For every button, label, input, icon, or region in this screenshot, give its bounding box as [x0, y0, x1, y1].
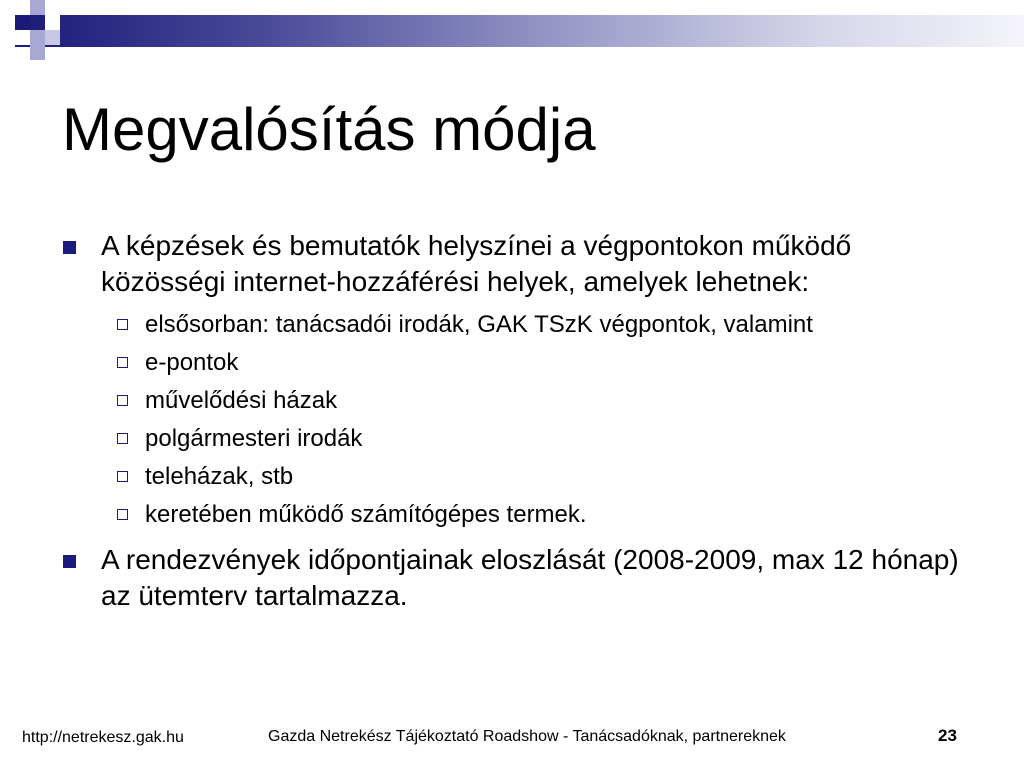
deco-square-white — [15, 30, 30, 45]
slide-title: Megvalósítás módja — [62, 96, 596, 163]
deco-square-light — [30, 30, 45, 45]
sub-bullet-list — [101, 306, 962, 534]
sub-bullet-text: elsősorban: tanácsadói irodák, GAK TSzK végpontok, valamint — [145, 311, 813, 338]
sub-bullet-item — [101, 344, 962, 382]
hollow-square-bullet-icon — [117, 471, 128, 482]
hollow-square-bullet-icon — [117, 319, 128, 330]
sub-bullet-text: teleházak, stb — [145, 463, 294, 490]
sub-bullet-text: keretében működő számítógépes termek. — [145, 501, 587, 528]
hollow-square-bullet-icon — [117, 433, 128, 444]
sub-bullet-item — [101, 306, 962, 344]
bullet-text: A képzések és bemutatók helyszínei a végpontokon működő közösségi internet-hozzáférési helyek, amelyek lehetnek: — [101, 230, 852, 297]
header-decoration — [0, 0, 1024, 70]
bullet-text: A rendezvények időpontjainak eloszlását (2008-2009, max 12 hónap) az ütemterv tartalmazza. — [101, 544, 959, 611]
deco-square-white — [0, 15, 15, 30]
bullet-list — [62, 228, 962, 622]
square-bullet-icon — [63, 241, 76, 254]
deco-square-light — [30, 0, 45, 15]
bullet-item — [62, 542, 962, 614]
sub-bullet-text: polgármesteri irodák — [145, 425, 363, 452]
sub-bullet-item — [101, 420, 962, 458]
footer-presentation-title: Gazda Netrekész Tájékoztató Roadshow - Tanácsadóknak, partnereknek — [268, 728, 786, 745]
deco-square-light — [45, 30, 60, 45]
square-bullet-icon — [63, 555, 76, 568]
hollow-square-bullet-icon — [117, 357, 128, 368]
hollow-square-bullet-icon — [117, 509, 128, 520]
bullet-item — [62, 228, 962, 534]
deco-square-light — [45, 15, 60, 30]
sub-bullet-item — [101, 496, 962, 534]
footer-url: http://netrekesz.gak.hu — [22, 729, 184, 746]
sub-bullet-item — [101, 382, 962, 420]
header-gradient-bar — [15, 15, 1024, 47]
hollow-square-bullet-icon — [117, 395, 128, 406]
deco-square-light — [30, 45, 45, 60]
sub-bullet-item — [101, 458, 962, 496]
sub-bullet-text: művelődési házak — [145, 387, 338, 414]
sub-bullet-text: e-pontok — [145, 349, 239, 376]
deco-square-dark — [15, 15, 30, 30]
page-number: 23 — [938, 726, 957, 745]
